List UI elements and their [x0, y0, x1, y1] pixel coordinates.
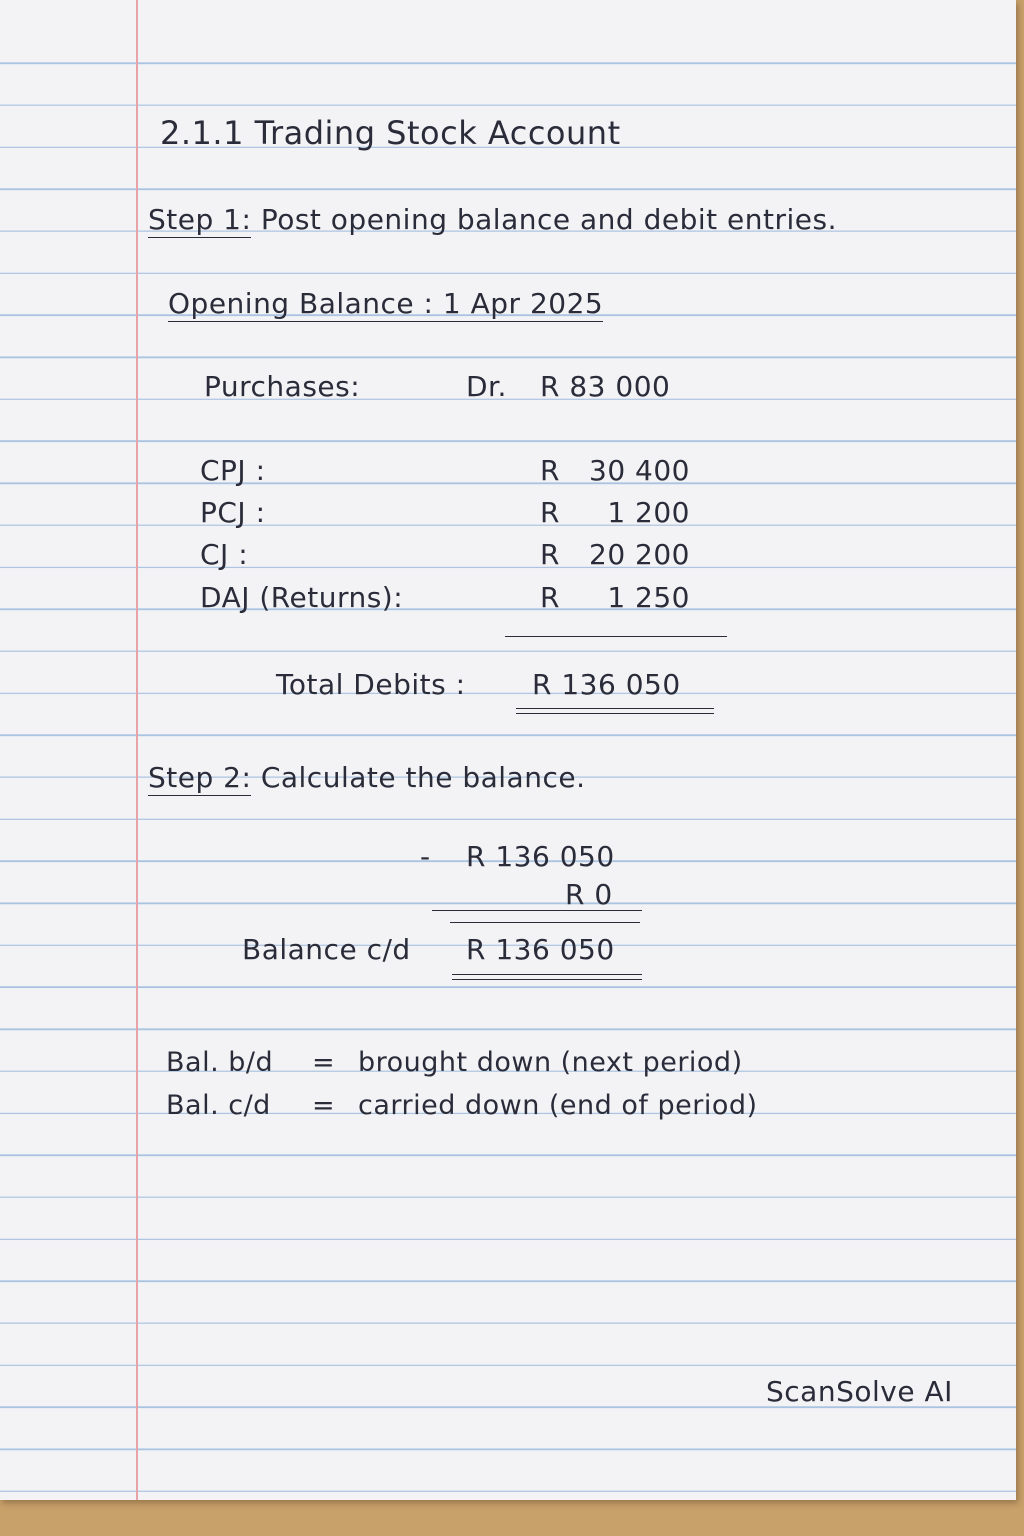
balance-cd-label: Balance c/d [242, 933, 411, 966]
note-abbr: Bal. c/d [166, 1090, 271, 1121]
purchases-label: Purchases: [204, 370, 361, 403]
balance-double-rule [452, 974, 642, 980]
calc-line2: R 0 [565, 878, 613, 911]
total-double-rule [516, 708, 714, 714]
purchases-amount: R 83 000 [540, 370, 671, 403]
entry-label-pcj: PCJ : [200, 496, 266, 529]
entry-amount-daj: 1 250 [607, 581, 690, 614]
entry-currency: R [540, 496, 560, 529]
note-eq: = [312, 1047, 336, 1078]
minus-sign: - [420, 840, 431, 873]
note-meaning: brought down (next period) [358, 1047, 743, 1078]
opening-balance-heading: Opening Balance : 1 Apr 2025 [168, 287, 604, 320]
watermark: ScanSolve AI [766, 1375, 953, 1408]
step1-text: Post opening balance and debit entries. [260, 203, 837, 236]
subtotal-rule [505, 636, 727, 637]
total-debits-label: Total Debits : [276, 668, 466, 701]
entry-currency: R [540, 581, 560, 614]
note-eq: = [312, 1090, 336, 1121]
note-meaning: carried down (end of period) [358, 1090, 758, 1121]
calc-line1: R 136 050 [466, 840, 615, 873]
purchases-dr: Dr. [466, 370, 507, 403]
entry-currency: R [540, 454, 560, 487]
page-title: 2.1.1 Trading Stock Account [160, 114, 621, 152]
note-abbr: Bal. b/d [166, 1047, 274, 1078]
entry-amount-cj: 20 200 [589, 538, 690, 571]
calc-rule [432, 910, 642, 911]
entry-amount-pcj: 1 200 [607, 496, 690, 529]
step2 [148, 761, 585, 794]
entry-amount-cpj: 30 400 [589, 454, 690, 487]
calc-rule-2 [450, 922, 640, 923]
total-debits-amount: R 136 050 [532, 668, 681, 701]
entry-label-cpj: CPJ : [200, 454, 266, 487]
balance-cd-amount: R 136 050 [466, 933, 615, 966]
step2-text: Calculate the balance. [260, 761, 586, 794]
step1-label: Step 1: [148, 203, 252, 236]
entry-label-daj: DAJ (Returns): [200, 581, 404, 614]
entry-label-cj: CJ : [200, 538, 249, 571]
margin-line [136, 0, 138, 1500]
step1 [148, 203, 837, 236]
step2-label: Step 2: [148, 761, 252, 794]
entry-currency: R [540, 538, 560, 571]
